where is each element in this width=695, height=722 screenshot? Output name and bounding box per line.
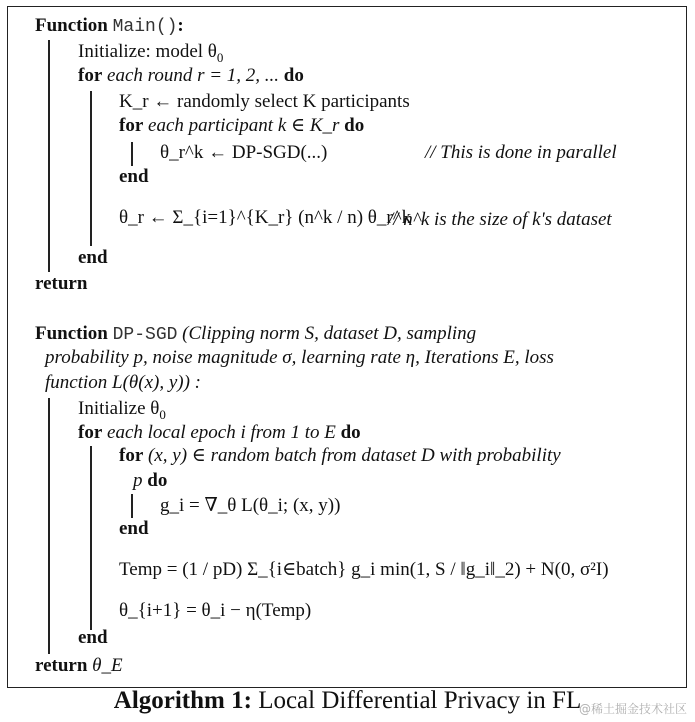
caption-text: Local Differential Privacy in FL xyxy=(258,687,582,714)
function-name: Main() xyxy=(112,17,178,37)
dpsgd-init: Initialize $\theta_0$ xyxy=(78,398,166,422)
round-loop-bar xyxy=(90,91,92,246)
comment-parallel: // This is done in parallel xyxy=(425,142,617,163)
watermark: @稀土掘金技术社区 xyxy=(578,702,687,716)
dp-sgd-call-stmt: θ_r^k ← DP-SGD(...) xyxy=(160,142,328,163)
function-name: DP-SGD xyxy=(112,325,178,345)
caption-label: Algorithm 1: xyxy=(113,687,252,714)
batch-loop-bar xyxy=(131,494,133,518)
main-scope-bar xyxy=(48,40,50,272)
round-loop-header: for each round r = 1, 2, ... do xyxy=(78,65,304,86)
main-header: Function Main(): xyxy=(35,15,184,37)
dpsgd-return: return θ_E xyxy=(35,655,123,676)
participant-loop-header: for each participant k ∈ K_r do xyxy=(119,115,365,136)
main-init: Initialize: model $\theta_0$ xyxy=(78,41,224,65)
function-keyword: Function xyxy=(35,15,108,36)
end-batch-loop: end xyxy=(119,518,149,539)
batch-loop-header: for (x, y) ∈ random batch from dataset D with probability xyxy=(119,445,561,466)
epoch-loop-bar xyxy=(90,446,92,630)
dpsgd-header-params-2: probability p, noise magnitude σ, learning rate η, Iterations E, loss xyxy=(45,347,554,368)
end-epoch-loop: end xyxy=(78,627,108,648)
select-participants-stmt: K_r ← randomly select K participants xyxy=(119,91,410,112)
epoch-loop-header: for each local epoch i from 1 to E do xyxy=(78,422,361,443)
function-keyword: Function xyxy=(35,323,108,344)
participant-loop-bar xyxy=(131,142,133,166)
gradient-stmt: g_i = ∇_θ L(θ_i; (x, y)) xyxy=(160,495,341,516)
end-participant-loop: end xyxy=(119,166,149,187)
dpsgd-scope-bar xyxy=(48,398,50,654)
dpsgd-header-params-3: function L(θ(x), y)) : xyxy=(45,372,201,393)
aggregate-stmt: θ_r ← Σ_{i=1}^{K_r} (n^k / n) θ_r^k xyxy=(119,207,412,228)
batch-loop-header-cont: p do xyxy=(133,470,168,491)
update-stmt: θ_{i+1} = θ_i − η(Temp) xyxy=(119,600,312,621)
dpsgd-header: Function DP-SGD (Clipping norm S, dataset D, sampling xyxy=(35,323,477,345)
temp-stmt: Temp = (1 / pD) Σ_{i∈batch} g_i min(1, S / ‖g_i‖_2) + N(0, σ²I) xyxy=(119,559,609,580)
main-return: return xyxy=(35,273,88,294)
end-round-loop: end xyxy=(78,247,108,268)
comment-dataset-size: // n^k is the size of k's dataset xyxy=(388,209,612,230)
